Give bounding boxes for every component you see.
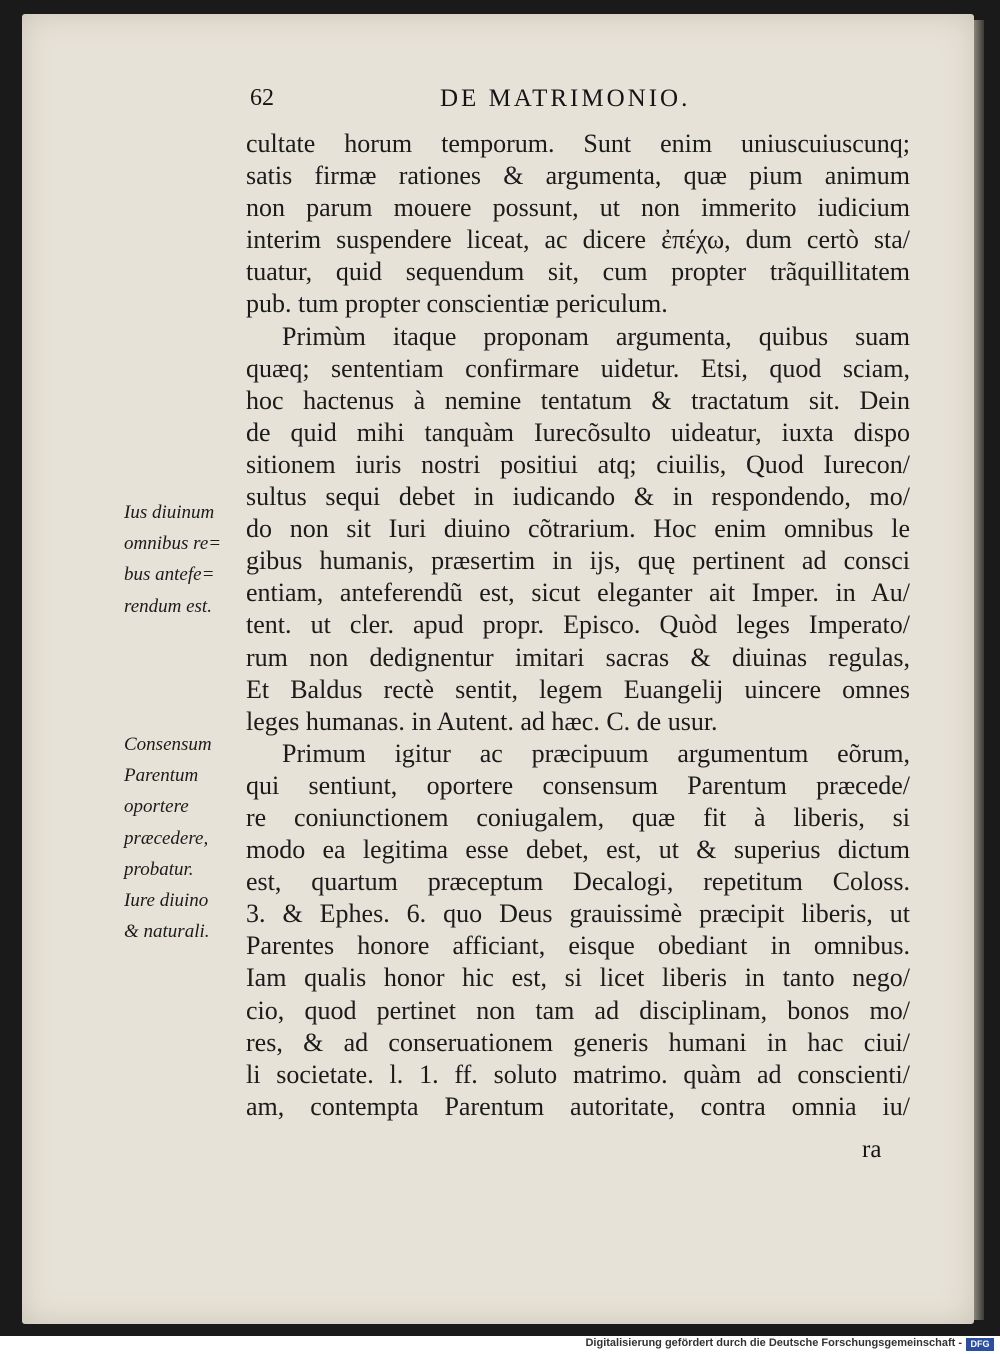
text-line: entiam, anteferendũ est, sicut eleganter ait Imper. in Au/ — [246, 578, 910, 608]
text-line: Et Baldus rectè sentit, legem Euangelij uincere omnes — [246, 674, 910, 704]
text-line: sitionem iuris nostri positiui atq; ciuilis, Quod Iurecon/ — [246, 449, 910, 479]
page-edge — [974, 20, 984, 1320]
footer-bar — [0, 1336, 1000, 1354]
marginal-note-line: oportere — [124, 796, 189, 818]
text-line: qui sentiunt, oportere consensum Parentum præcede/ — [246, 770, 910, 800]
text-line: satis firmæ rationes & argumenta, quæ pium animum — [246, 161, 910, 191]
text-line: quæq; sententiam confirmare uidetur. Etsi, quod sciam, — [246, 353, 910, 383]
text-line: cultate horum temporum. Sunt enim uniuscuiuscunq; — [246, 129, 910, 158]
text-line: li societate. l. 1. ff. soluto matrimo. quàm ad conscienti/ — [246, 1059, 910, 1089]
marginal-note-consensum — [124, 729, 246, 947]
text-line: rum non dedignentur imitari sacras & diuinas regulas, — [246, 642, 910, 672]
paragraph-start: Primum igitur ac præcipuum argumentum eõrum, — [282, 738, 910, 768]
dfg-logo-icon: DFG — [966, 1338, 994, 1351]
marginal-note-line: Consensum — [124, 734, 212, 755]
text-line: re coniunctionem coniugalem, quæ fit à liberis, si — [246, 802, 910, 832]
text-line: modo ea legitima esse debet, est, ut & superius dictum — [246, 835, 910, 865]
text-line: est, quartum præceptum Decalogi, repetitum Coloss. — [246, 867, 910, 897]
marginal-note-ius-diuinum — [124, 497, 246, 622]
main-text — [246, 128, 910, 1123]
text-line: 3. & Ephes. 6. quo Deus grauissimè præcipit liberis, ut — [246, 899, 910, 929]
text-line: interim suspendere liceat, ac dicere ἐπέχω, dum certò sta/ — [246, 225, 910, 255]
text-line: hoc hactenus à nemine tentatum & tractatum sit. Dein — [246, 385, 910, 415]
page-number: 62 — [250, 85, 274, 111]
text-line: tuatur, quid sequendum sit, cum propter trãquillitatem — [246, 257, 910, 287]
running-title: DE MATRIMONIO. — [440, 85, 691, 112]
text-line: tent. ut cler. apud propr. Episco. Quòd leges Imperato/ — [246, 610, 910, 640]
text-line: res, & ad conseruationem generis humani in hac ciui/ — [246, 1027, 910, 1057]
text-line: gibus humanis, præsertim in ijs, quę pertinent ad consci — [246, 546, 910, 576]
marginal-note-line: Iure diuino — [124, 890, 209, 912]
marginal-note-line: præcedere, — [124, 827, 209, 849]
marginal-note-line: bus antefe= — [124, 564, 215, 586]
text-line: pub. tum propter conscientiæ periculum. — [246, 289, 668, 319]
catchword: ra — [862, 1136, 882, 1163]
text-line: Parentes honore afficiant, eisque obediant in omnibus. — [246, 931, 910, 961]
text-line: do non sit Iuri diuino cõtrarium. Hoc enim omnibus le — [246, 514, 910, 544]
marginal-note-line: Parentum — [124, 765, 199, 787]
running-head — [250, 85, 890, 115]
marginal-note-line: Ius diuinum — [124, 502, 215, 523]
paragraph-start: Primùm itaque proponam argumenta, quibus suam — [282, 321, 910, 351]
text-line: am, contempta Parentum autoritate, contra omnia iu/ — [246, 1091, 910, 1121]
funding-credit: Digitalisierung gefördert durch die Deutsche Forschungsgemeinschaft - — [585, 1337, 962, 1349]
text-line: de quid mihi tanquàm Iurecõsulto uideatur, iuxta dispo — [246, 417, 910, 447]
text-line: leges humanas. in Autent. ad hæc. C. de usur. — [246, 706, 718, 736]
text-line: sultus sequi debet in iudicando & in respondendo, mo/ — [246, 482, 910, 512]
marginal-note-line: rendum est. — [124, 595, 212, 617]
marginal-note-line: probatur. — [124, 858, 194, 880]
marginal-note-line: omnibus re= — [124, 533, 222, 555]
text-line: Iam qualis honor hic est, si licet liberis in tanto nego/ — [246, 963, 910, 993]
text-line: non parum mouere possunt, ut non immerito iudicium — [246, 193, 910, 223]
text-line: cio, quod pertinet non tam ad disciplinam, bonos mo/ — [246, 995, 910, 1025]
marginal-note-line: & naturali. — [124, 921, 210, 943]
